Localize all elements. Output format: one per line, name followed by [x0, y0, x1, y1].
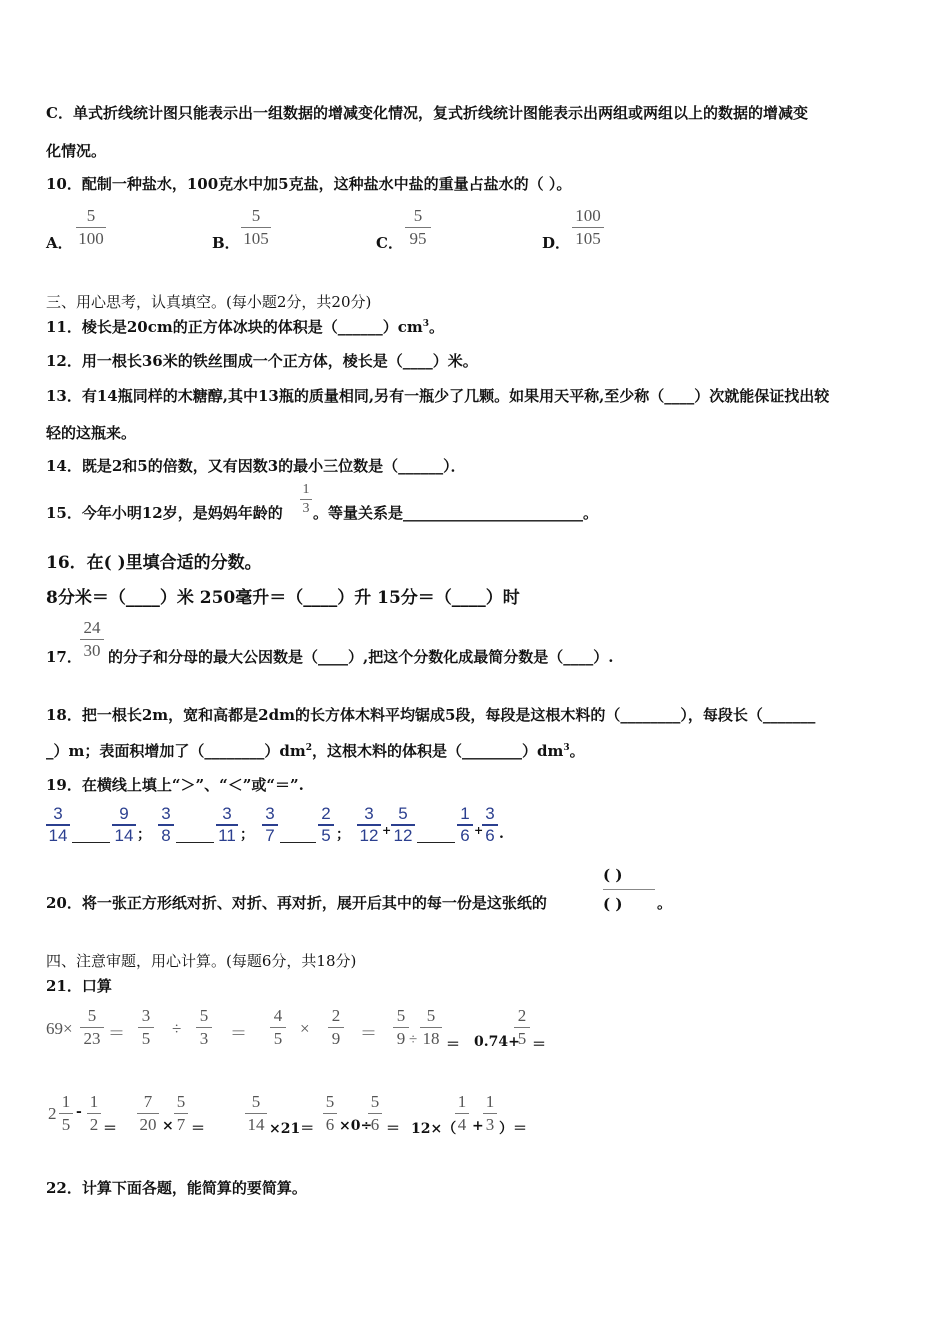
- denominator: 6: [370, 1115, 380, 1134]
- q10-option-a-letter: A．: [46, 234, 73, 252]
- denominator: 5: [517, 1029, 527, 1048]
- denominator: 5: [321, 826, 331, 845]
- q10-option-d-letter: D．: [542, 234, 571, 252]
- numerator: 2: [321, 804, 331, 823]
- q20-end: 。: [657, 894, 673, 912]
- numerator: 5: [176, 1092, 186, 1111]
- q19-sep-1: ；: [137, 827, 151, 843]
- denominator: 12: [359, 826, 379, 845]
- q19-end: .: [499, 826, 504, 842]
- q19-frac-1: [46, 805, 70, 845]
- numerator: 7: [143, 1092, 153, 1111]
- section-3-title: 三、用心思考，认真填空。(每小题2分，共20分): [46, 293, 372, 311]
- r1e4-eq: ＝: [446, 1037, 460, 1053]
- r2e1-op: -: [76, 1104, 82, 1120]
- denominator: 105: [575, 229, 601, 248]
- q18-line2a: _）m；表面积增加了（________）dm: [46, 742, 306, 760]
- r2e5-pre: 12×（: [411, 1121, 457, 1137]
- option-letter: C．: [46, 104, 73, 122]
- denominator: 2: [89, 1115, 99, 1134]
- numerator: 1: [302, 482, 310, 497]
- numerator: 4: [273, 1006, 283, 1025]
- r1e1-eq: ＝: [108, 1024, 125, 1043]
- denominator: 3: [485, 1115, 495, 1134]
- q10-stem: 10．配制一种盐水，100克水中加5克盐，这种盐水中盐的重量占盐水的（ ）。: [46, 175, 572, 193]
- q20-fraction-bar: [603, 889, 655, 890]
- denominator: 14: [114, 826, 134, 845]
- r2e4-fraction-2: [368, 1092, 382, 1135]
- r2e2-fraction-2: [174, 1092, 188, 1135]
- r2e3-post: ×21＝: [269, 1121, 315, 1137]
- q19-sep-3: ；: [336, 827, 350, 843]
- q19-blank-2[interactable]: [176, 842, 214, 843]
- denominator: 95: [409, 229, 427, 248]
- q11-text: 11．棱长是20cm的正方体冰块的体积是（______）cm: [46, 318, 423, 336]
- r1e2-fraction-2: [196, 1006, 212, 1049]
- denominator: 9: [331, 1029, 341, 1048]
- q19-frac-5: [262, 805, 278, 845]
- r1e5-pre: 0.74+: [474, 1034, 520, 1050]
- q19-blank-3[interactable]: [280, 842, 316, 843]
- q11-sup: 3: [422, 319, 430, 329]
- q19-sep-2: ；: [240, 827, 254, 843]
- section-4-title: 四、注意审题，用心计算。(每题6分，共18分): [46, 952, 357, 970]
- q17-fraction: [80, 618, 104, 661]
- numerator: 3: [265, 804, 275, 823]
- numerator: 5: [426, 1006, 436, 1025]
- r1e2-eq: ＝: [230, 1024, 247, 1043]
- q19-plus-2: +: [474, 824, 484, 837]
- r2e5-op: +: [472, 1118, 484, 1134]
- q10-option-c-fraction: [405, 206, 431, 249]
- q19-frac-9: [457, 805, 473, 845]
- q19-frac-4: [216, 805, 238, 845]
- numerator: 5: [199, 1006, 209, 1025]
- denominator: 6: [325, 1115, 335, 1134]
- q19-frac-2: [112, 805, 136, 845]
- q10-option-d-fraction: [572, 206, 604, 249]
- r2e2-fraction-1: [137, 1092, 159, 1135]
- q19-frac-3: [158, 805, 174, 845]
- denominator: 105: [243, 229, 269, 248]
- r2e1-fraction-2: [87, 1092, 101, 1135]
- r1e3-fraction-2: [328, 1006, 344, 1049]
- r1e4-op: ÷: [409, 1032, 418, 1048]
- r2e1-whole: 2: [48, 1104, 57, 1123]
- denominator: 9: [396, 1029, 406, 1048]
- q10-option-b-letter: B．: [212, 234, 240, 252]
- denominator: 23: [83, 1029, 101, 1048]
- q9-option-c-cont: 化情况。: [46, 142, 107, 160]
- numerator: 5: [251, 1092, 261, 1111]
- q12: 12．用一根长36米的铁丝围成一个正方体，棱长是（____）米。: [46, 352, 478, 370]
- denominator: 14: [247, 1115, 265, 1134]
- denominator: 14: [48, 826, 68, 845]
- q10-option-a-fraction: [76, 206, 106, 249]
- denominator: 20: [139, 1115, 157, 1134]
- r1e4-fraction-2: [420, 1006, 442, 1049]
- denominator: 5: [61, 1115, 71, 1134]
- r2e4-fraction-1: [323, 1092, 337, 1135]
- denominator: 8: [161, 826, 171, 845]
- denominator: 30: [83, 641, 101, 660]
- q17-text: 的分子和分母的最大公因数是（____）,把这个分数化成最简分数是（____）.: [108, 648, 614, 666]
- numerator: 1: [460, 804, 470, 823]
- q15-before: 15．今年小明12岁，是妈妈年龄的: [46, 504, 283, 522]
- q21-label: 21．口算: [46, 977, 112, 995]
- q13-line1: 13．有14瓶同样的木糖醇,其中13瓶的质量相同,另有一瓶少了几颗。如果用天平称,至少称（____）次就能保证找出较: [46, 387, 830, 405]
- q13-line2: 轻的这瓶来。: [46, 424, 137, 442]
- q20-blank-top[interactable]: ( ): [603, 866, 623, 884]
- numerator: 1: [485, 1092, 495, 1111]
- denominator: 3: [199, 1029, 209, 1048]
- q10-option-c-letter: C．: [376, 234, 403, 252]
- r2e5-fraction-2: [483, 1092, 497, 1135]
- q18-line2b: ，这根木料的体积是（________）dm: [312, 742, 564, 760]
- q15-after: 。等量关系是________________________。: [313, 504, 599, 522]
- q18-sup2: 3: [563, 743, 570, 753]
- q19-plus-1: +: [382, 824, 392, 837]
- denominator: 3: [302, 501, 310, 516]
- r1e2-fraction-1: [138, 1006, 154, 1049]
- q18-line2: [46, 740, 585, 761]
- numerator: 5: [413, 206, 423, 225]
- numerator: 3: [161, 804, 171, 823]
- numerator: 5: [86, 206, 96, 225]
- denominator: 18: [422, 1029, 440, 1048]
- q11: [46, 316, 444, 337]
- numerator: 5: [251, 206, 261, 225]
- numerator: 5: [370, 1092, 380, 1111]
- q22: 22．计算下面各题，能简算的要简算。: [46, 1179, 307, 1197]
- r2e1-eq: ＝: [103, 1121, 117, 1137]
- numerator: 5: [325, 1092, 335, 1111]
- numerator: 24: [83, 618, 101, 637]
- q18-line1: 18．把一根长2m，宽和高都是2dm的长方体木料平均锯成5段，每段是这根木料的（________），每段长（_______: [46, 706, 816, 724]
- numerator: 3: [222, 804, 232, 823]
- numerator: 9: [119, 804, 129, 823]
- denominator: 12: [393, 826, 413, 845]
- q19-frac-10: [482, 805, 498, 845]
- r2e1-fraction-1: [59, 1092, 73, 1135]
- numerator: 3: [485, 804, 495, 823]
- numerator: 5: [398, 804, 408, 823]
- q17-label: 17．: [46, 648, 82, 666]
- q16-stem: 16．在( )里填合适的分数。: [46, 553, 262, 573]
- r2e4-op: ×0÷: [339, 1118, 373, 1134]
- denominator: 6: [460, 826, 470, 845]
- denominator: 100: [78, 229, 104, 248]
- denominator: 4: [457, 1115, 467, 1134]
- numerator: 5: [87, 1006, 97, 1025]
- denominator: 7: [176, 1115, 186, 1134]
- r1e4-fraction-1: [393, 1006, 409, 1049]
- q19-frac-7: [357, 805, 381, 845]
- denominator: 7: [265, 826, 275, 845]
- q14: 14．既是2和5的倍数，又有因数3的最小三位数是（______）．: [46, 457, 466, 475]
- q20-text: 20．将一张正方形纸对折、对折、再对折，展开后其中的每一份是这张纸的: [46, 894, 547, 912]
- numerator: 1: [61, 1092, 71, 1111]
- numerator: 1: [457, 1092, 467, 1111]
- r1e2-op: ÷: [172, 1019, 182, 1038]
- numerator: 2: [517, 1006, 527, 1025]
- option-text: 单式折线统计图只能表示出一组数据的增减变化情况，复式折线统计图能表示出两组或两组以上的数据的增减变: [72, 104, 808, 122]
- q11-end: 。: [429, 318, 445, 336]
- r2e5-post: ）＝: [499, 1121, 527, 1137]
- denominator: 6: [485, 826, 495, 845]
- r2e3-fraction: [245, 1092, 267, 1135]
- r2e4-eq: ＝: [386, 1121, 400, 1137]
- numerator: 2: [331, 1006, 341, 1025]
- r2e2-eq: ＝: [191, 1121, 205, 1137]
- r1e3-eq: ＝: [360, 1024, 377, 1043]
- r1e5-eq: ＝: [532, 1037, 546, 1053]
- q18-line2c: 。: [569, 742, 585, 760]
- r1e5-fraction: [514, 1006, 530, 1049]
- numerator: 3: [53, 804, 63, 823]
- q19-frac-8: [391, 805, 415, 845]
- q19-blank-1[interactable]: [72, 842, 110, 843]
- r2e2-op: ×: [162, 1118, 174, 1134]
- q15-fraction: [300, 482, 312, 517]
- numerator: 1: [89, 1092, 99, 1111]
- q16-line2: 8分米＝（____）米 250毫升＝（____）升 15分＝（____）时: [46, 588, 520, 608]
- denominator: 5: [273, 1029, 283, 1048]
- r1e1-fraction: [80, 1006, 104, 1049]
- q20-blank-bottom[interactable]: ( ): [603, 895, 623, 913]
- denominator: 11: [218, 826, 236, 845]
- q18-sup1: 2: [305, 743, 312, 753]
- q9-option-c: [46, 102, 808, 123]
- denominator: 5: [141, 1029, 151, 1048]
- q10-option-b-fraction: [241, 206, 271, 249]
- r1e3-fraction-1: [270, 1006, 286, 1049]
- r2e5-fraction-1: [455, 1092, 469, 1135]
- q19-stem: 19．在横线上填上“＞”、“＜”或“＝”.: [46, 776, 304, 794]
- r1e3-op: ×: [300, 1019, 310, 1038]
- numerator: 100: [575, 206, 601, 225]
- numerator: 3: [141, 1006, 151, 1025]
- numerator: 5: [396, 1006, 406, 1025]
- r1e1-pre: 69×: [46, 1019, 73, 1038]
- q19-frac-6: [318, 805, 334, 845]
- numerator: 3: [364, 804, 374, 823]
- q19-blank-4[interactable]: [417, 842, 455, 843]
